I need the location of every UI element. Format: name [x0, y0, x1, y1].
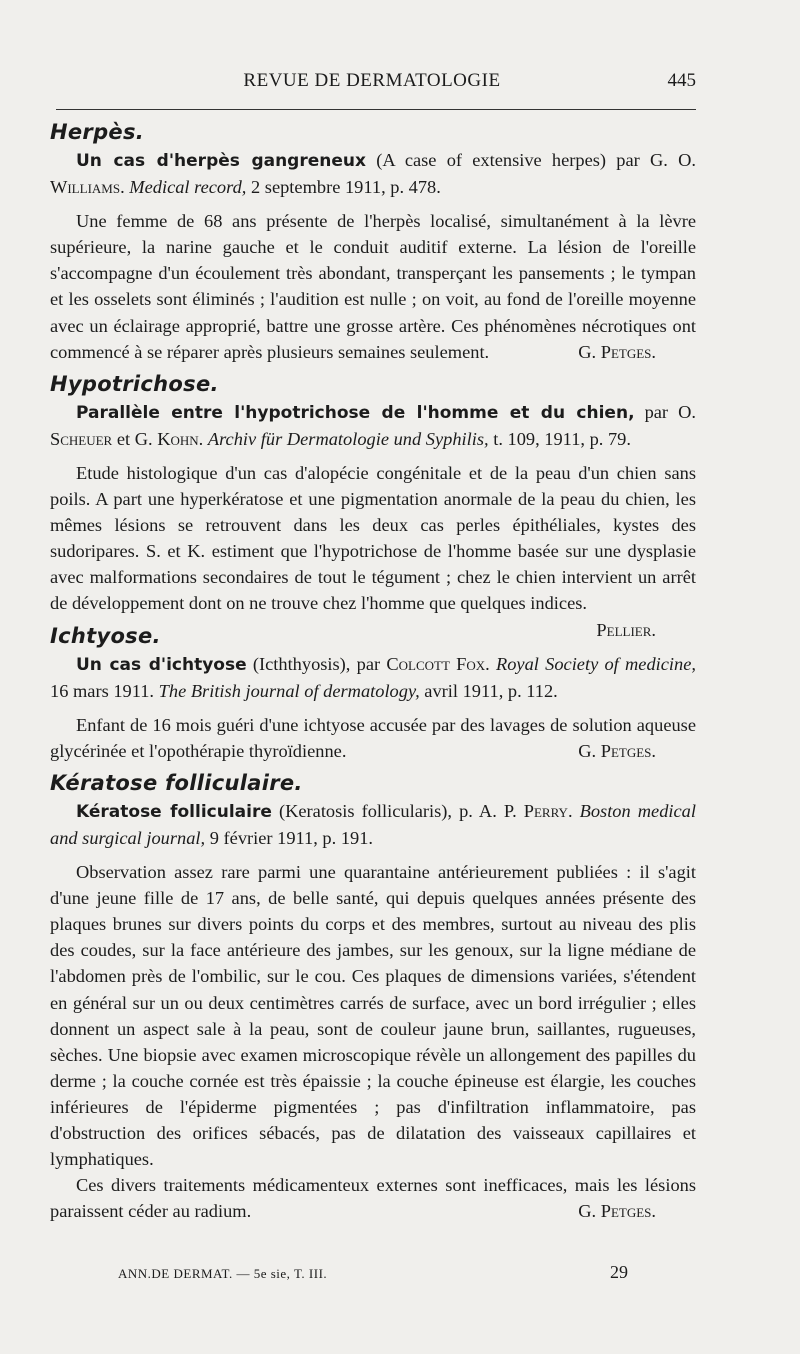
running-head — [48, 70, 696, 96]
abstract-text: Une femme de 68 ans présente de l'herpès localisé, simultanément à la lèvre supérieure, la narine gauche et le conduit auditif externe. La lésion de l'oreille s'accompagne d'un écoulement très abondant, transperçant les pansements ; le tympan et les osselets sont éliminés ; l'audition est nulle ; on voit, au fond de l'oreille moyenne avec un éclairage approprié, battre une grosse artère. Ces phénomènes nécrotiques ont commencé à se réparer après plusieurs semaines seulement. — [50, 211, 696, 362]
abstract-paragraph: Observation assez rare parmi une quarantaine antérieurement publiées : il s'agit d'une jeune fille de 17 ans, de belle santé, qui depuis quelques années présente des plaques brunes sur divers points du corps et des membres, surtout au niveau des plis des coudes, sur la face antérieure des jambes, sur les genoux, sur la ligne médiane de l'abdomen près de l'ombilic, sur le cou. Ces plaques de dimensions variées, s'étendent en général sur un ou deux centimètres carrés de surface, avec un bord irrégulier ; elles donnent un aspect sale à la peau, sont de couleur jaune brun, saillantes, rugueuses, sèches. Une biopsie avec examen microscopique révèle un allongement des papilles du derme ; la couche cornée est très épaissie ; la couche épineuse est élargie, les couches inférieures de l'épiderme pigmentées ; pas d'infiltration inflammatoire, pas d'obstruction des orifices sébacés, pas de dilatation des vaisseaux capillaires et lymphatiques. — [50, 862, 696, 1170]
signature-mark: ANN.DE DERMAT. — 5e sie, T. III. — [118, 1266, 328, 1281]
section-heading: Herpès. — [50, 120, 145, 144]
sheet-number: 29 — [610, 1262, 628, 1282]
reviewer-signature: Pellier. — [596, 619, 656, 640]
reference-title: Kératose folliculaire — [76, 801, 272, 822]
reference-text: . — [567, 800, 580, 821]
reference-title: Parallèle entre l'hypotrichose de l'homme et du chien, — [76, 402, 635, 423]
reference-text: (A case of extensive herpes) par G. O. — [365, 150, 696, 170]
reviewer-signature: G. Petges. — [578, 341, 656, 362]
reference-journal: Archiv für Dermatologie und Syphilis, — [207, 428, 489, 449]
reference — [50, 147, 696, 200]
abstract-text: Ces divers traitements médicamenteux externes sont inefficaces, mais les lésions paraissent céder au radium. — [50, 1175, 696, 1222]
section-heading: Hypotrichose. — [50, 371, 219, 396]
reference-journal: Royal Society of medicine, — [496, 653, 696, 674]
running-title: REVUE DE DERMATOLOGIE — [243, 70, 501, 91]
section-herpes — [50, 117, 696, 365]
reference-text: t. 109, 1911, p. 79. — [488, 428, 631, 449]
reference-title: Un cas d'ichtyose — [76, 654, 247, 675]
reference-text: . — [120, 177, 130, 198]
reference-text: 9 février 1911, p. 191. — [205, 827, 373, 848]
reference-text: et G. — [112, 428, 158, 449]
reference-text: par O. — [634, 401, 696, 422]
reference-journal-2: The British journal of dermatology, — [158, 680, 420, 701]
reference-author: Williams — [50, 177, 121, 198]
section-keratose — [50, 768, 696, 1225]
reviewer-signature: G. Petges. — [578, 740, 656, 761]
reference-text: . — [485, 653, 496, 674]
reference-text: 2 septembre 1911, p. 478. — [246, 177, 441, 198]
reference-author: Perry — [523, 800, 568, 821]
abstract-text: Etude histologique d'un cas d'alopécie congénitale et de la peau d'un chien sans poils. A part une hyperkératose et une pigmentation anormale de la peau du chien, les mêmes lésions se retrouvent dans les deux cas perles épithéliales, kystes des sudoripares. S. et K. estiment que l'hypotrichose de l'homme basée sur une dysplasie avec malformations secondaires de tout le tégument ; chez le chien intervient un arrêt de développement dont on ne trouve chez l'homme que quelques indices. — [50, 462, 696, 614]
reviewer-signature: G. Petges. — [578, 1201, 656, 1222]
reference — [50, 798, 696, 851]
article-body — [50, 117, 696, 1224]
section-heading: Ichtyose. — [50, 623, 161, 648]
reference-text: . — [198, 428, 208, 449]
abstract-paragraph-2 — [50, 1172, 696, 1224]
section-heading: Kératose folliculaire. — [50, 770, 303, 795]
page-footer — [118, 1262, 628, 1286]
reference-text: (Keratosis follicularis), p. A. P. — [271, 800, 524, 821]
reference-journal: Boston medical and surgical journal, — [50, 800, 696, 848]
reference — [50, 399, 696, 452]
abstract-text: Enfant de 16 mois guéri d'une ichtyose accusée par des lavages de solution aqueuse glycérinée et l'opothérapie thyroïdienne. — [50, 714, 696, 761]
reference-title: Un cas d'herpès gangreneux — [76, 151, 366, 171]
reference-text: avril 1911, p. 112. — [419, 680, 558, 701]
header-rule — [56, 109, 696, 110]
reference-text: 16 mars 1911. — [50, 680, 159, 701]
reference-author: Colcott Fox — [386, 653, 486, 674]
reference — [50, 651, 696, 704]
reference-author-2: Kohn — [157, 428, 199, 449]
page-number: 445 — [667, 70, 696, 91]
reference-journal: Medical record, — [129, 177, 247, 198]
abstract-paragraph — [50, 712, 696, 764]
reference-author: Scheuer — [50, 428, 113, 449]
abstract-paragraph — [50, 208, 696, 365]
reference-text: (Icththyosis), par — [246, 653, 387, 674]
